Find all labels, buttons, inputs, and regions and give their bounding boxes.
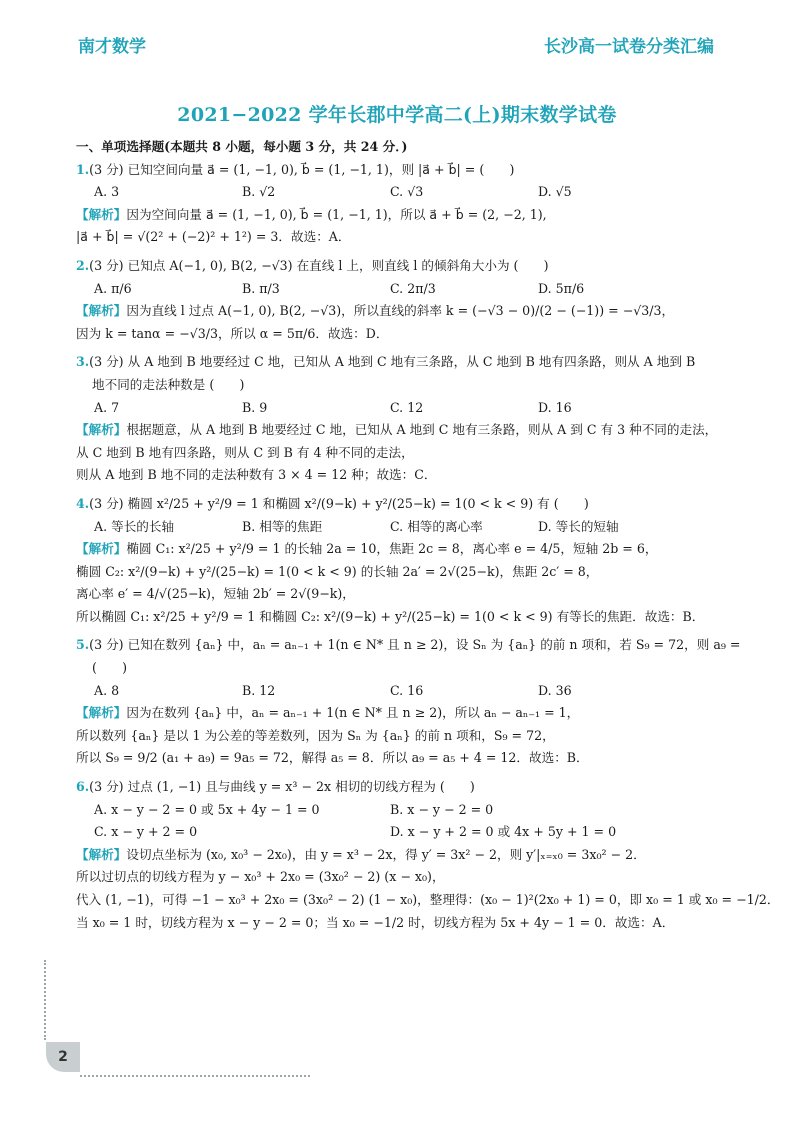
decorative-dotted-line-horizontal <box>80 1075 310 1077</box>
answer-option: C. x − y + 2 = 0 <box>94 824 198 840</box>
analysis-tag: 【解析】 <box>76 705 127 721</box>
line-text: 离心率 e′ = 4/√(25−k)，短轴 2b′ = 2√(9−k)， <box>76 586 355 602</box>
answer-option: B. x − y − 2 = 0 <box>390 801 494 817</box>
line-text: (3 分) 过点 (1, −1) 且与曲线 y = x³ − 2x 相切的切线方程为 ( ) <box>89 779 475 795</box>
section-heading: 一、单项选择题(本题共 8 小题，每小题 3 分，共 24 分．) <box>76 139 408 154</box>
line-text: 因为空间向量 a⃗ = (1, −1, 0), b⃗ = (1, −1, 1)，所以 a⃗ + b⃗ = (2, −2, 1), <box>126 206 547 222</box>
answer-options <box>76 516 726 539</box>
answer-option: D. √5 <box>538 184 572 200</box>
decorative-dotted-line-vertical <box>44 960 46 1040</box>
answer-option: C. 16 <box>390 682 424 698</box>
text-line <box>76 866 726 889</box>
analysis-line <box>76 538 726 561</box>
question-stem <box>76 255 726 278</box>
answer-option: A. 7 <box>94 399 120 415</box>
text-line <box>76 442 726 465</box>
answer-option: A. 8 <box>94 682 120 698</box>
question-number: 4. <box>76 495 90 511</box>
line-text: (3 分) 已知在数列 {aₙ} 中，aₙ = aₙ₋₁ + 1(n ∈ N* 且 n ≥ 2)，设 Sₙ 为 {aₙ} 的前 n 项和，若 S₉ = 72，则 a₉ = <box>89 637 741 653</box>
line-text: 地不同的走法种数是 ( ) <box>92 376 245 392</box>
question-stem <box>76 776 726 799</box>
line-text: 因为 k = tanα = −√3/3，所以 α = 5π/6．故选：D． <box>76 325 389 341</box>
analysis-line <box>76 204 726 227</box>
answer-option: D. 16 <box>538 399 572 415</box>
analysis-line <box>76 419 726 442</box>
page-number: 2 <box>46 1042 80 1072</box>
question-stem <box>76 493 726 516</box>
line-text: 则从 A 地到 B 地不同的走法种数有 3 × 4 = 12 种；故选：C． <box>76 467 437 483</box>
answer-option: B. 相等的焦距 <box>242 518 323 534</box>
line-text: |a⃗ + b⃗| = √(2² + (−2)² + 1²) = 3．故选：A． <box>76 229 351 245</box>
text-line <box>76 374 726 397</box>
answer-option: A. 等长的长轴 <box>94 518 175 534</box>
line-text: 根据题意，从 A 地到 B 地要经过 C 地，已知从 A 地到 C 地有三条路，则从 A 到 C 有 3 种不同的走法， <box>126 422 718 438</box>
answer-option: B. 9 <box>242 399 268 415</box>
answer-option: D. 等长的短轴 <box>538 518 619 534</box>
text-line <box>76 912 726 935</box>
analysis-tag: 【解析】 <box>76 541 127 557</box>
answer-option: C. 2π/3 <box>390 280 436 296</box>
answer-option: C. √3 <box>390 184 424 200</box>
text-line <box>76 657 726 680</box>
line-text: (3 分) 已知点 A(−1, 0), B(2, −√3) 在直线 l 上，则直线 l 的倾斜角大小为 ( ) <box>89 257 549 273</box>
question-stem <box>76 159 726 182</box>
text-line <box>76 725 726 748</box>
analysis-tag: 【解析】 <box>76 422 127 438</box>
answer-options <box>76 397 726 420</box>
text-line <box>76 464 726 487</box>
text-line <box>76 323 726 346</box>
analysis-line <box>76 844 726 867</box>
answer-options <box>76 799 726 844</box>
answer-option: D. x − y + 2 = 0 或 4x + 5y + 1 = 0 <box>390 824 617 840</box>
answer-option: A. x − y − 2 = 0 或 5x + 4y − 1 = 0 <box>94 801 320 817</box>
line-text: 所以过切点的切线方程为 y − x₀³ + 2x₀ = (3x₀² − 2) (x − x₀)， <box>76 869 445 885</box>
analysis-tag: 【解析】 <box>76 303 127 319</box>
line-text: 从 C 地到 B 地有四条路，则从 C 到 B 有 4 种不同的走法， <box>76 444 414 460</box>
line-text: 所以椭圆 C₁: x²/25 + y²/9 = 1 和椭圆 C₂: x²/(9−k) + y²/(25−k) = 1(0 < k < 9) 有等长的焦距．故选：B． <box>76 608 705 624</box>
header-brand: 南才数学 <box>78 37 146 57</box>
text-line <box>76 561 726 584</box>
text-line <box>76 606 726 629</box>
answer-option: B. √2 <box>242 184 276 200</box>
line-text: 所以数列 {aₙ} 是以 1 为公差的等差数列，因为 Sₙ 为 {aₙ} 的前 n 项和，S₉ = 72， <box>76 727 555 743</box>
line-text: 所以 S₉ = 9/2 (a₁ + a₉) = 9a₅ = 72，解得 a₅ = 8．所以 a₉ = a₅ + 4 = 12．故选：B． <box>76 750 589 766</box>
analysis-line <box>76 702 726 725</box>
question-list <box>76 159 780 935</box>
text-line <box>76 889 780 912</box>
question-number: 5. <box>76 637 90 653</box>
line-text: (3 分) 已知空间向量 a⃗ = (1, −1, 0), b⃗ = (1, −1, 1)，则 |a⃗ + b⃗| = ( ) <box>89 161 515 177</box>
line-text: 因为在数列 {aₙ} 中，aₙ = aₙ₋₁ + 1(n ∈ N* 且 n ≥ 2)，所以 aₙ − aₙ₋₁ = 1， <box>126 705 580 721</box>
line-text: (3 分) 椭圆 x²/25 + y²/9 = 1 和椭圆 x²/(9−k) + y²/(25−k) = 1(0 < k < 9) 有 ( ) <box>89 495 589 511</box>
line-text: 椭圆 C₁: x²/25 + y²/9 = 1 的长轴 2a = 10，焦距 2c = 8，离心率 e = 4/5，短轴 2b = 6， <box>126 541 658 557</box>
exam-content <box>76 136 780 934</box>
page-title: 2021−2022 学年长郡中学高二(上)期末数学试卷 <box>177 104 617 126</box>
line-text: 代入 (1, −1)，可得 −1 − x₀³ + 2x₀ = (3x₀² − 2) (1 − x₀)，整理得：(x₀ − 1)²(2x₀ + 1) = 0，即 x₀ = 1 或 x₀ = −1/2． <box>76 892 780 907</box>
line-text: 设切点坐标为 (x₀, x₀³ − 2x₀)，由 y = x³ − 2x，得 y′ = 3x² − 2，则 y′|ₓ₌ₓ₀ = 3x₀² − 2． <box>126 846 646 862</box>
answer-option: A. π/6 <box>94 280 132 296</box>
answer-options <box>76 278 726 301</box>
answer-options <box>76 181 726 204</box>
analysis-tag: 【解析】 <box>76 206 127 222</box>
answer-options <box>76 680 726 703</box>
answer-option: B. 12 <box>242 682 276 698</box>
question-stem <box>76 351 726 374</box>
question-number: 2. <box>76 257 90 273</box>
analysis-tag: 【解析】 <box>76 846 127 862</box>
line-text: 因为直线 l 过点 A(−1, 0), B(2, −√3)，所以直线的斜率 k = (−√3 − 0)/(2 − (−1)) = −√3/3， <box>126 303 675 319</box>
answer-option: C. 12 <box>390 399 424 415</box>
answer-option: A. 3 <box>94 184 120 200</box>
question-number: 6. <box>76 779 90 795</box>
analysis-line <box>76 300 726 323</box>
line-text: 当 x₀ = 1 时，切线方程为 x − y − 2 = 0；当 x₀ = −1/2 时，切线方程为 5x + 4y − 1 = 0．故选：A． <box>76 914 675 930</box>
answer-option: D. 5π/6 <box>538 280 585 296</box>
answer-option: B. π/3 <box>242 280 280 296</box>
text-line <box>76 226 726 249</box>
text-line <box>76 583 726 606</box>
answer-option: D. 36 <box>538 682 572 698</box>
question-number: 3. <box>76 354 90 370</box>
question-stem <box>76 634 741 657</box>
answer-option: C. 相等的离心率 <box>390 518 483 534</box>
line-text: (3 分) 从 A 地到 B 地要经过 C 地，已知从 A 地到 C 地有三条路，从 C 地到 B 地有四条路，则从 A 地到 B <box>89 354 696 370</box>
question-number: 1. <box>76 161 90 177</box>
text-line <box>76 747 726 770</box>
header-series-title: 长沙高一试卷分类汇编 <box>544 37 714 57</box>
line-text: 椭圆 C₂: x²/(9−k) + y²/(25−k) = 1(0 < k < 9) 的长轴 2a′ = 2√(25−k)，焦距 2c′ = 8， <box>76 563 599 579</box>
line-text: ( ) <box>92 660 128 676</box>
